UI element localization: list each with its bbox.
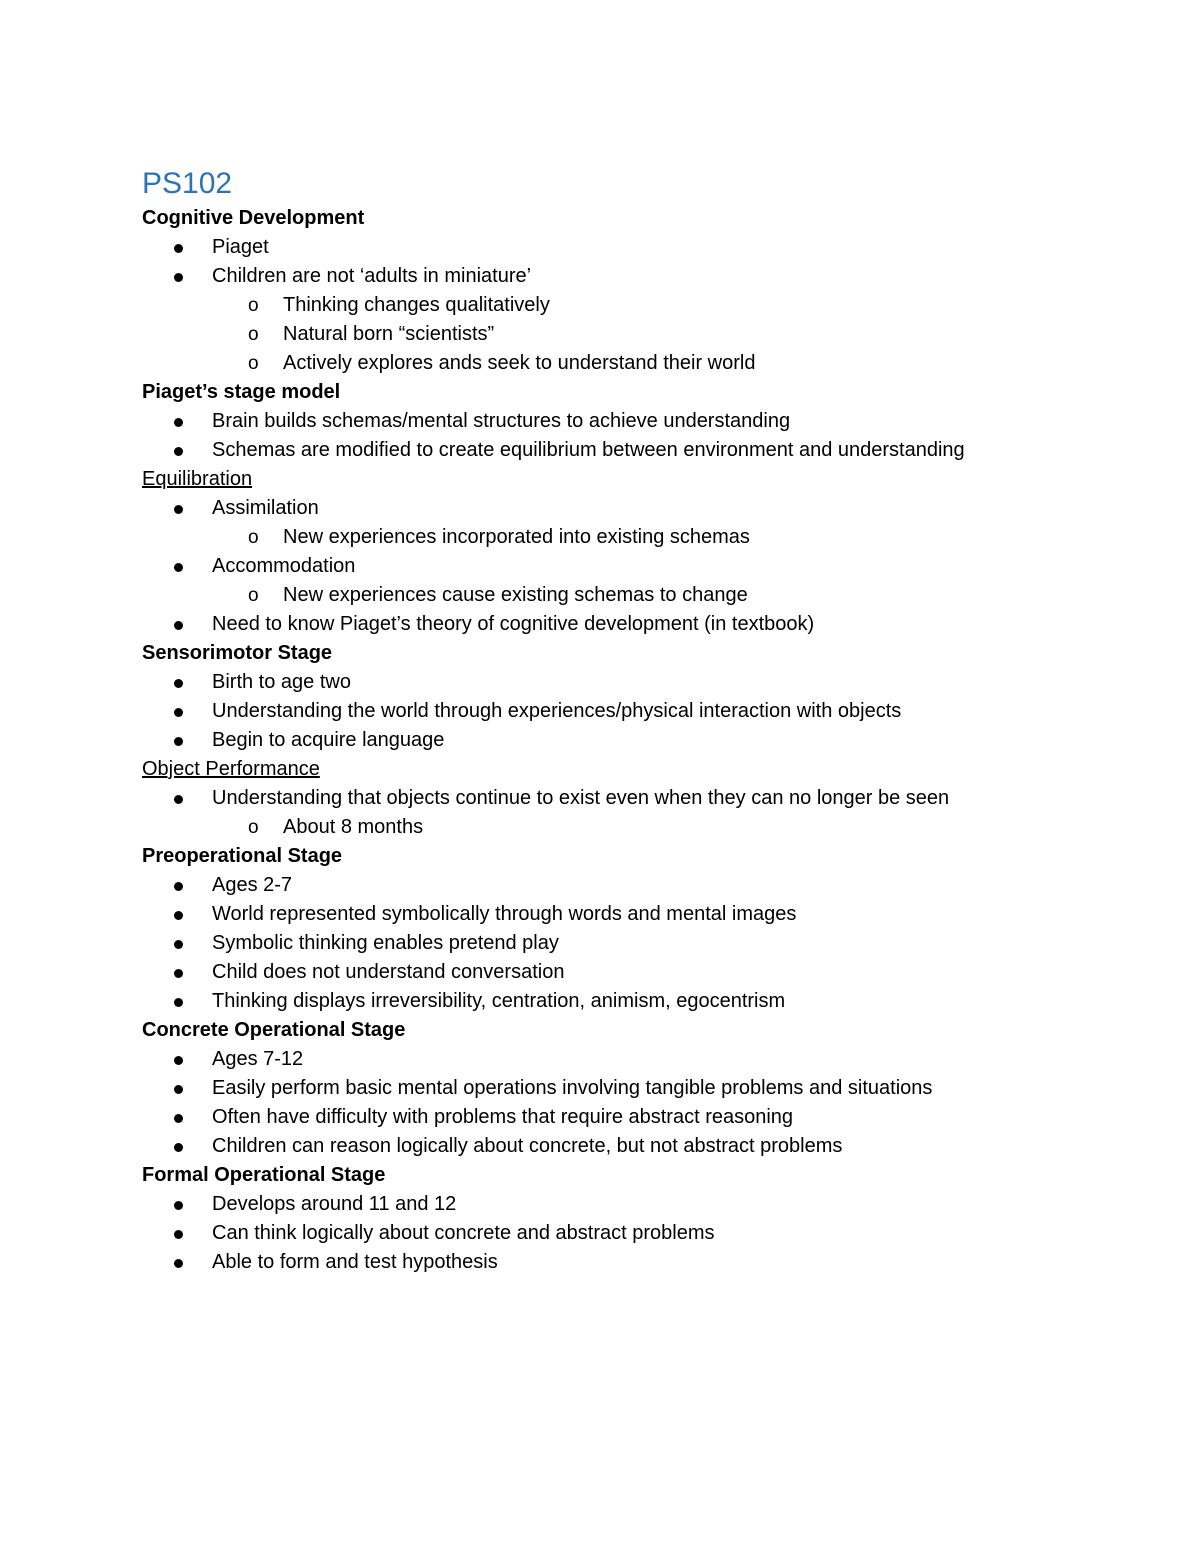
section-heading: Equilibration [142, 468, 253, 490]
bullet-text: Child does not understand conversation [212, 961, 565, 983]
bullet-item [142, 784, 1142, 813]
bullet-item [142, 407, 1142, 436]
bullet-item [142, 494, 1142, 523]
bullet-item [142, 436, 1142, 465]
document-title: PS102 [142, 167, 233, 200]
sub-bullet-item [142, 523, 1142, 552]
hollow-circle-bullet-icon: o [248, 353, 259, 374]
bullet-dot-icon [174, 708, 183, 717]
section-heading: Concrete Operational Stage [142, 1019, 406, 1041]
bullet-dot-icon [174, 998, 183, 1007]
sub-bullet-item [142, 581, 1142, 610]
bullet-text: Assimilation [212, 497, 319, 519]
sub-bullet-text: Thinking changes qualitatively [283, 294, 550, 316]
bullet-dot-icon [174, 563, 183, 572]
bullet-text: Able to form and test hypothesis [212, 1251, 498, 1273]
section-heading: Cognitive Development [142, 207, 365, 229]
section-heading: Object Performance [142, 758, 320, 780]
bullet-dot-icon [174, 1201, 183, 1210]
bullet-text: Begin to acquire language [212, 729, 445, 751]
bullet-dot-icon [174, 1056, 183, 1065]
bullet-item [142, 987, 1142, 1016]
bullet-dot-icon [174, 969, 183, 978]
bullet-dot-icon [174, 621, 183, 630]
sub-bullet-text: New experiences incorporated into existing schemas [283, 526, 750, 548]
section-heading: Formal Operational Stage [142, 1164, 386, 1186]
hollow-circle-bullet-icon: o [248, 295, 259, 316]
bullet-dot-icon [174, 505, 183, 514]
hollow-circle-bullet-icon: o [248, 585, 259, 606]
bullet-item [142, 262, 1142, 291]
bullet-text: Easily perform basic mental operations involving tangible problems and situations [212, 1077, 933, 1099]
sub-bullet-item [142, 291, 1142, 320]
bullet-text: Develops around 11 and 12 [212, 1193, 457, 1215]
bullet-text: Ages 7-12 [212, 1048, 304, 1070]
bullet-text: Ages 2-7 [212, 874, 293, 896]
bullet-dot-icon [174, 447, 183, 456]
sub-bullet-text: Actively explores ands seek to understand their world [283, 352, 756, 374]
bullet-item [142, 900, 1142, 929]
bullet-text: Birth to age two [212, 671, 351, 693]
bullet-dot-icon [174, 1143, 183, 1152]
bullet-text: Schemas are modified to create equilibrium between environment and understanding [212, 439, 965, 461]
bullet-item [142, 668, 1142, 697]
bullet-text: Accommodation [212, 555, 356, 577]
bullet-item [142, 1103, 1142, 1132]
bullet-dot-icon [174, 1230, 183, 1239]
bullet-text: Brain builds schemas/mental structures to achieve understanding [212, 410, 791, 432]
bullet-dot-icon [174, 737, 183, 746]
bullet-dot-icon [174, 1114, 183, 1123]
bullet-item [142, 958, 1142, 987]
notes-sections [142, 204, 1142, 1277]
bullet-dot-icon [174, 244, 183, 253]
bullet-item [142, 233, 1142, 262]
sub-bullet-item [142, 320, 1142, 349]
bullet-item [142, 697, 1142, 726]
sub-bullet-text: New experiences cause existing schemas to change [283, 584, 748, 606]
bullet-dot-icon [174, 418, 183, 427]
bullet-text: Children are not ‘adults in miniature’ [212, 265, 532, 287]
bullet-item [142, 871, 1142, 900]
section-heading: Preoperational Stage [142, 845, 343, 867]
bullet-dot-icon [174, 273, 183, 282]
bullet-dot-icon [174, 1085, 183, 1094]
bullet-dot-icon [174, 1259, 183, 1268]
sub-bullet-item [142, 349, 1142, 378]
sub-bullet-item [142, 813, 1142, 842]
section-heading: Sensorimotor Stage [142, 642, 333, 664]
bullet-item [142, 1190, 1142, 1219]
bullet-item [142, 1132, 1142, 1161]
sub-bullet-text: About 8 months [283, 816, 424, 838]
bullet-text: Piaget [212, 236, 269, 258]
bullet-text: Thinking displays irreversibility, centration, animism, egocentrism [212, 990, 786, 1012]
hollow-circle-bullet-icon: o [248, 817, 259, 838]
bullet-item [142, 610, 1142, 639]
section-heading: Piaget’s stage model [142, 381, 341, 403]
bullet-dot-icon [174, 679, 183, 688]
bullet-text: Often have difficulty with problems that require abstract reasoning [212, 1106, 794, 1128]
bullet-item [142, 1219, 1142, 1248]
bullet-item [142, 1074, 1142, 1103]
sub-bullet-text: Natural born “scientists” [283, 323, 495, 345]
bullet-text: Need to know Piaget’s theory of cognitive development (in textbook) [212, 613, 815, 635]
bullet-text: World represented symbolically through words and mental images [212, 903, 797, 925]
hollow-circle-bullet-icon: o [248, 527, 259, 548]
bullet-dot-icon [174, 795, 183, 804]
bullet-text: Understanding the world through experiences/physical interaction with objects [212, 700, 902, 722]
hollow-circle-bullet-icon: o [248, 324, 259, 345]
bullet-item [142, 929, 1142, 958]
bullet-item [142, 1248, 1142, 1277]
bullet-item [142, 1045, 1142, 1074]
bullet-item [142, 726, 1142, 755]
bullet-dot-icon [174, 882, 183, 891]
bullet-text: Can think logically about concrete and abstract problems [212, 1222, 715, 1244]
bullet-text: Children can reason logically about concrete, but not abstract problems [212, 1135, 843, 1157]
bullet-dot-icon [174, 911, 183, 920]
bullet-text: Understanding that objects continue to exist even when they can no longer be seen [212, 787, 950, 809]
document-body [142, 164, 1142, 1277]
bullet-dot-icon [174, 940, 183, 949]
bullet-item [142, 552, 1142, 581]
bullet-text: Symbolic thinking enables pretend play [212, 932, 559, 954]
